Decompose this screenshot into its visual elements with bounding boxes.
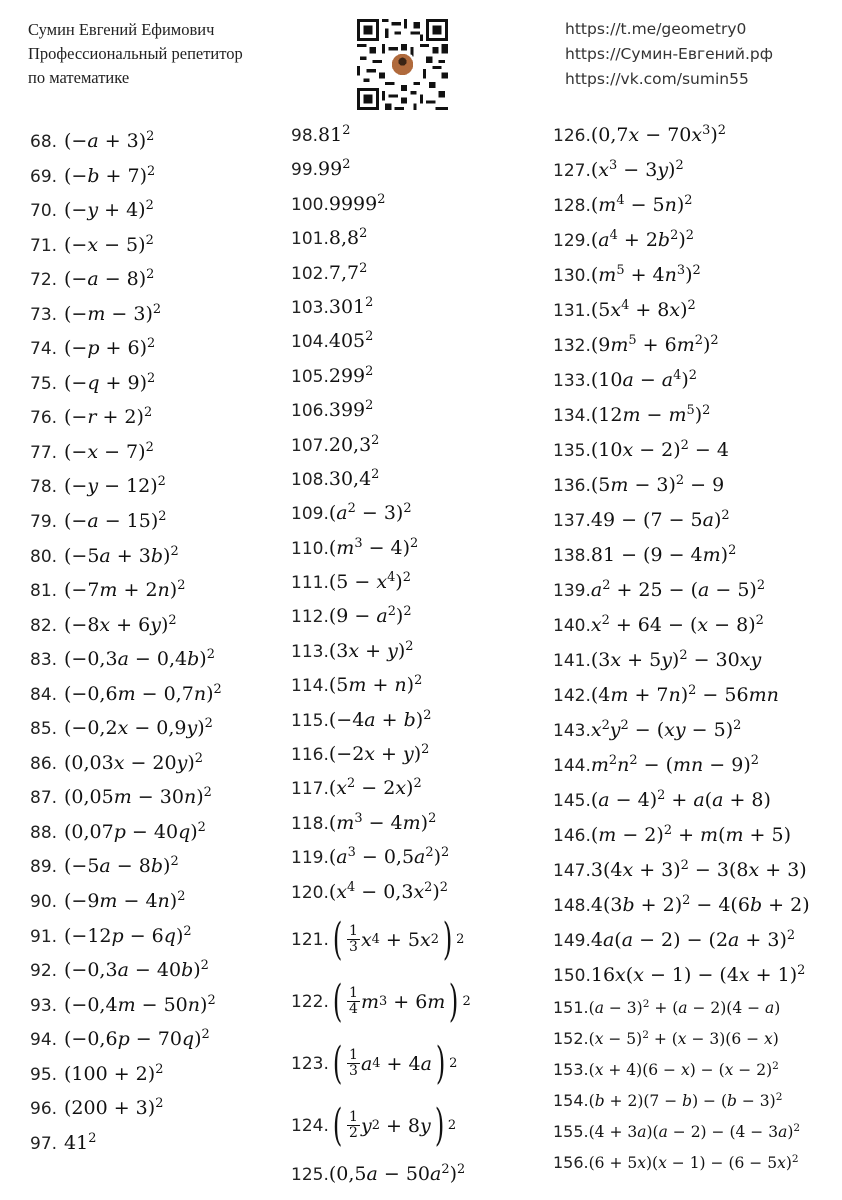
exercise-83-expression: $(-0,3a - 0,4b)^2$ [64, 647, 215, 671]
exercise-150-expression: $16x(x - 1) - (4x + 1)^2$ [590, 962, 806, 986]
exercise-89-expression: $(-5a - 8b)^2$ [64, 854, 179, 878]
author-title: Профессиональный репетитор [28, 44, 243, 63]
exercise-105: 105. $299^2$ [291, 359, 551, 393]
exercise-117-expression: $(x^2 - 2x)^2$ [328, 776, 422, 800]
exercise-131: 131. $(5x^4 + 8x)^2$ [553, 293, 838, 328]
exercise-115: 115. $(-4a + b)^2$ [291, 703, 551, 737]
exercise-87-expression: $(0,05m - 30n)^2$ [64, 785, 212, 809]
exercise-80-expression: $(-5a + 3b)^2$ [64, 543, 179, 567]
exercise-72-expression: $(-a - 8)^2$ [64, 267, 155, 291]
qr-code-icon [357, 19, 448, 110]
exercise-79: 79. $(-a - 15)^2$ [30, 504, 285, 539]
exercise-112: 112. $(9 - a^2)^2$ [291, 599, 551, 633]
exercise-98-expression: $81^2$ [318, 122, 351, 146]
links-block [565, 17, 835, 92]
exercise-107: 107. 20,3$^2$ [291, 428, 551, 462]
exercise-113-expression: $(3x + y)^2$ [328, 638, 414, 662]
exercise-121-expression: ( 1 3 x 4 + 5 x 2 ) 2 [332, 913, 465, 965]
exercise-151: 151. $(a - 3)^2 + (a - 2)(4 - a)$ [553, 993, 838, 1024]
exercise-85: 85. $(-0,2x - 0,9y)^2$ [30, 711, 285, 746]
exercise-149-expression: $4a(a - 2) - (2a + 3)^2$ [590, 927, 796, 951]
exercise-110: 110. $(m^3 - 4)^2$ [291, 531, 551, 565]
exercise-80: 80. $(-5a + 3b)^2$ [30, 539, 285, 574]
exercise-120-expression: $(x^4 - 0,3x^2)^2$ [328, 879, 449, 903]
exercise-104-expression: $405^2$ [328, 329, 374, 353]
exercise-126: 126. $(0,7x - 70x^3)^2$ [553, 118, 838, 153]
exercise-91-expression: $(-12p - 6q)^2$ [64, 923, 192, 947]
exercise-98: 98. $81^2$ [291, 118, 551, 152]
exercise-134: 134. $(12m - m^5)^2$ [553, 398, 838, 433]
exercise-113: 113. $(3x + y)^2$ [291, 634, 551, 668]
exercise-139-expression: $a^2 + 25 - (a - 5)^2$ [590, 577, 766, 601]
exercise-83: 83. $(-0,3a - 0,4b)^2$ [30, 642, 285, 677]
exercise-82: 82. $(-8x + 6y)^2$ [30, 608, 285, 643]
exercise-152: 152. $(x - 5)^2 + (x - 3)(6 - x)$ [553, 1024, 838, 1055]
exercise-81: 81. $(-7m + 2n)^2$ [30, 573, 285, 608]
exercise-87: 87. $(0,05m - 30n)^2$ [30, 780, 285, 815]
author-name: Сумин Евгений Ефимович [28, 20, 215, 39]
exercise-92-expression: $(-0,3a - 40b)^2$ [64, 958, 209, 982]
exercise-132: 132. $(9m^5 + 6m^2)^2$ [553, 328, 838, 363]
exercise-156: 156. $(6 + 5x)(x - 1) - (6 - 5x)^2$ [553, 1148, 838, 1179]
exercise-133: 133. $(10a - a^4)^2$ [553, 363, 838, 398]
exercise-141: 141. $(3x + 5y)^2 - 30xy$ [553, 643, 838, 678]
exercise-75-expression: $(-q + 9)^2$ [64, 370, 156, 394]
exercise-68-expression: $(-a + 3)^2$ [64, 128, 155, 152]
exercise-154: 154. $(b + 2)(7 - b) - (b - 3)^2$ [553, 1086, 838, 1117]
exercise-147: 147. $3(4x + 3)^2 - 3(8x + 3)$ [553, 853, 838, 888]
exercise-152-expression: $(x - 5)^2 + (x - 3)(6 - x)$ [588, 1029, 779, 1048]
exercise-134-expression: $(12m - m^5)^2$ [590, 402, 711, 426]
exercise-96: 96. $(200 + 3)^2$ [30, 1091, 285, 1126]
exercise-76-expression: $(-r + 2)^2$ [64, 405, 153, 429]
exercise-74: 74. $(-p + 6)^2$ [30, 331, 285, 366]
exercise-101: 101. $8,8^2$ [291, 221, 551, 255]
exercise-138-expression: $81 - (9 - 4m)^2$ [590, 542, 737, 566]
exercise-140-expression: $x^2 + 64 - (x - 8)^2$ [590, 612, 764, 636]
exercise-136: 136. $(5m - 3)^2 - 9$ [553, 468, 838, 503]
exercise-111: 111. $(5 - x^4)^2$ [291, 565, 551, 599]
exercise-141-expression: $(3x + 5y)^2 - 30xy$ [590, 647, 762, 671]
exercise-122-expression: ( 1 4 m 3 + 6 m ) 2 [332, 975, 471, 1027]
exercise-138: 138. $81 - (9 - 4m)^2$ [553, 538, 838, 573]
exercise-132-expression: $(9m^5 + 6m^2)^2$ [590, 332, 719, 356]
exercise-114-expression: $(5m + n)^2$ [328, 673, 423, 697]
author-subject: по математике [28, 68, 130, 87]
exercise-column-1 [30, 124, 285, 1160]
exercise-115-expression: $(-4a + b)^2$ [328, 707, 432, 731]
exercise-112-expression: $(9 - a^2)^2$ [328, 604, 412, 628]
exercise-145-expression: $(a - 4)^2 + a(a + 8)$ [590, 787, 771, 811]
exercise-91: 91. $(-12p - 6q)^2$ [30, 919, 285, 954]
exercise-68: 68. $(-a + 3)^2$ [30, 124, 285, 159]
exercise-142: 142. $(4m + 7n)^2 - 56mn$ [553, 678, 838, 713]
exercise-124-expression: ( 1 2 y 2 + 8 y ) 2 [332, 1099, 457, 1151]
exercise-94: 94. $(-0,6p - 70q)^2$ [30, 1022, 285, 1057]
exercise-105-expression: $299^2$ [328, 363, 374, 387]
exercise-95-expression: $(100 + 2)^2$ [64, 1061, 164, 1085]
exercise-146-expression: $(m - 2)^2 + m(m + 5)$ [590, 822, 792, 846]
exercise-125: 125. $(0,5a - 50a^2)^2$ [291, 1157, 551, 1191]
exercise-146: 146. $(m - 2)^2 + m(m + 5)$ [553, 818, 838, 853]
exercise-118-expression: $(m^3 - 4m)^2$ [328, 810, 437, 834]
exercise-122: 122. ( 1 4 m 3 + 6 m ) 2 [291, 971, 551, 1033]
exercise-85-expression: $(-0,2x - 0,9y)^2$ [64, 716, 213, 740]
exercise-123: 123. ( 1 3 a 4 + 4 a ) 2 [291, 1033, 551, 1095]
exercise-82-expression: $(-8x + 6y)^2$ [64, 612, 177, 636]
exercise-133-expression: $(10a - a^4)^2$ [590, 367, 697, 391]
telegram-link[interactable]: https://t.me/geometry0 [565, 20, 747, 38]
exercise-86-expression: $(0,03x - 20y)^2$ [64, 750, 203, 774]
exercise-90: 90. $(-9m - 4n)^2$ [30, 884, 285, 919]
exercise-142-expression: $(4m + 7n)^2 - 56mn$ [590, 682, 779, 706]
exercise-127-expression: $(x^3 - 3y)^2$ [590, 157, 684, 181]
exercise-129-expression: $(a^4 + 2b^2)^2$ [590, 227, 694, 251]
exercise-135: 135. $(10x - 2)^2 - 4$ [553, 433, 838, 468]
exercise-107-expression: 20,3$^2$ [328, 432, 380, 456]
exercise-143-expression: $x^2y^2 - (xy - 5)^2$ [590, 717, 742, 741]
exercise-74-expression: $(-p + 6)^2$ [64, 336, 156, 360]
exercise-156-expression: $(6 + 5x)(x - 1) - (6 - 5x)^2$ [588, 1153, 799, 1172]
exercise-77-expression: $(-x - 7)^2$ [64, 439, 154, 463]
vk-link[interactable]: https://vk.com/sumin55 [565, 70, 749, 88]
exercise-95: 95. $(100 + 2)^2$ [30, 1057, 285, 1092]
exercise-column-2 [291, 118, 551, 1191]
exercise-103: 103. $301^2$ [291, 290, 551, 324]
exercise-81-expression: $(-7m + 2n)^2$ [64, 578, 186, 602]
exercise-117: 117. $(x^2 - 2x)^2$ [291, 771, 551, 805]
exercise-130: 130. $(m^5 + 4n^3)^2$ [553, 258, 838, 293]
exercise-121: 121. ( 1 3 x 4 + 5 x 2 ) 2 [291, 909, 551, 971]
exercise-123-expression: ( 1 3 a 4 + 4 a ) 2 [332, 1037, 458, 1089]
exercise-97-expression: $41^2$ [64, 1130, 97, 1154]
exercise-154-expression: $(b + 2)(7 - b) - (b - 3)^2$ [588, 1091, 783, 1110]
exercise-88: 88. $(0,07p - 40q)^2$ [30, 815, 285, 850]
exercise-129: 129. $(a^4 + 2b^2)^2$ [553, 223, 838, 258]
exercise-125-expression: $(0,5a - 50a^2)^2$ [328, 1161, 466, 1185]
exercise-120: 120. $(x^4 - 0,3x^2)^2$ [291, 875, 551, 909]
exercise-90-expression: $(-9m - 4n)^2$ [64, 888, 186, 913]
exercise-143: 143. $x^2y^2 - (xy - 5)^2$ [553, 713, 838, 748]
exercise-118: 118. $(m^3 - 4m)^2$ [291, 806, 551, 840]
exercise-108: 108. 30,4$^2$ [291, 462, 551, 496]
exercise-109-expression: $(a^2 - 3)^2$ [328, 501, 412, 525]
exercise-69: 69. $(-b + 7)^2$ [30, 159, 285, 194]
exercise-103-expression: $301^2$ [328, 294, 374, 318]
exercise-155-expression: $(4 + 3a)(a - 2) - (4 - 3a)^2$ [588, 1122, 801, 1141]
exercise-96-expression: $(200 + 3)^2$ [64, 1096, 164, 1120]
exercise-153: 153. $(x + 4)(6 - x) - (x - 2)^2$ [553, 1055, 838, 1086]
exercise-130-expression: $(m^5 + 4n^3)^2$ [590, 262, 701, 286]
author-block [28, 18, 348, 90]
exercise-93-expression: $(-0,4m - 50n)^2$ [64, 992, 216, 1016]
website-link[interactable]: https://Сумин-Евгений.рф [565, 45, 773, 63]
exercise-84: 84. $(-0,6m - 0,7n)^2$ [30, 677, 285, 712]
exercise-104: 104. $405^2$ [291, 324, 551, 358]
exercise-102: 102. $7,7^2$ [291, 256, 551, 290]
exercise-135-expression: $(10x - 2)^2 - 4$ [590, 437, 729, 461]
exercise-114: 114. $(5m + n)^2$ [291, 668, 551, 702]
exercise-144: 144. $m^2n^2 - (mn - 9)^2$ [553, 748, 838, 783]
exercise-111-expression: $(5 - x^4)^2$ [328, 569, 411, 594]
exercise-139: 139. $a^2 + 25 - (a - 5)^2$ [553, 573, 838, 608]
exercise-144-expression: $m^2n^2 - (mn - 9)^2$ [590, 752, 759, 776]
exercise-153-expression: $(x + 4)(6 - x) - (x - 2)^2$ [588, 1060, 779, 1079]
exercise-140: 140. $x^2 + 64 - (x - 8)^2$ [553, 608, 838, 643]
exercise-101-expression: $8,8^2$ [328, 226, 368, 250]
exercise-78-expression: $(-y - 12)^2$ [64, 474, 166, 498]
exercise-86: 86. $(0,03x - 20y)^2$ [30, 746, 285, 781]
exercise-70: 70. $(-y + 4)^2$ [30, 193, 285, 228]
exercise-100-expression: 9999$^2$ [328, 191, 386, 215]
exercise-column-3 [553, 118, 838, 1179]
exercise-126-expression: $(0,7x - 70x^3)^2$ [590, 122, 726, 146]
exercise-73: 73. $(-m - 3)^2$ [30, 297, 285, 332]
exercise-97: 97. $41^2$ [30, 1126, 285, 1161]
exercise-137-expression: $49 - (7 - 5a)^2$ [590, 507, 730, 531]
exercise-145: 145. $(a - 4)^2 + a(a + 8)$ [553, 783, 838, 818]
exercise-84-expression: $(-0,6m - 0,7n)^2$ [64, 681, 222, 705]
exercise-155: 155. $(4 + 3a)(a - 2) - (4 - 3a)^2$ [553, 1117, 838, 1148]
exercise-70-expression: $(-y + 4)^2$ [64, 198, 154, 222]
exercise-150: 150. $16x(x - 1) - (4x + 1)^2$ [553, 958, 838, 993]
exercise-151-expression: $(a - 3)^2 + (a - 2)(4 - a)$ [588, 998, 781, 1017]
exercise-124: 124. ( 1 2 y 2 + 8 y ) 2 [291, 1095, 551, 1157]
exercise-137: 137. $49 - (7 - 5a)^2$ [553, 503, 838, 538]
exercise-116-expression: $(-2x + y)^2$ [328, 741, 430, 766]
exercise-147-expression: $3(4x + 3)^2 - 3(8x + 3)$ [590, 857, 807, 881]
exercise-136-expression: $(5m - 3)^2 - 9$ [590, 472, 725, 496]
exercise-106-expression: $399^2$ [328, 398, 374, 422]
exercise-77: 77. $(-x - 7)^2$ [30, 435, 285, 470]
exercise-119-expression: $(a^3 - 0,5a^2)^2$ [328, 845, 450, 869]
exercise-76: 76. $(-r + 2)^2$ [30, 400, 285, 435]
exercise-78: 78. $(-y - 12)^2$ [30, 469, 285, 504]
exercise-148: 148. $4(3b + 2)^2 - 4(6b + 2)$ [553, 888, 838, 923]
exercise-106: 106. $399^2$ [291, 393, 551, 427]
exercise-93: 93. $(-0,4m - 50n)^2$ [30, 988, 285, 1023]
exercise-131-expression: $(5x^4 + 8x)^2$ [590, 297, 696, 321]
exercise-69-expression: $(-b + 7)^2$ [64, 163, 156, 187]
exercise-72: 72. $(-a - 8)^2$ [30, 262, 285, 297]
exercise-99-expression: $99^2$ [318, 157, 351, 181]
exercise-73-expression: $(-m - 3)^2$ [64, 301, 162, 325]
exercise-128-expression: $(m^4 - 5n)^2$ [590, 192, 693, 216]
exercise-148-expression: $4(3b + 2)^2 - 4(6b + 2)$ [590, 892, 810, 916]
exercise-94-expression: $(-0,6p - 70q)^2$ [64, 1027, 210, 1051]
exercise-92: 92. $(-0,3a - 40b)^2$ [30, 953, 285, 988]
exercise-75: 75. $(-q + 9)^2$ [30, 366, 285, 401]
exercise-149: 149. $4a(a - 2) - (2a + 3)^2$ [553, 923, 838, 958]
exercise-71: 71. $(-x - 5)^2$ [30, 228, 285, 263]
exercise-79-expression: $(-a - 15)^2$ [64, 508, 167, 533]
exercise-110-expression: $(m^3 - 4)^2$ [328, 535, 419, 559]
exercise-119: 119. $(a^3 - 0,5a^2)^2$ [291, 840, 551, 874]
exercise-116: 116. $(-2x + y)^2$ [291, 737, 551, 771]
exercise-100: 100. 9999$^2$ [291, 187, 551, 221]
exercise-88-expression: $(0,07p - 40q)^2$ [64, 819, 206, 843]
exercise-102-expression: $7,7^2$ [328, 260, 368, 284]
exercise-127: 127. $(x^3 - 3y)^2$ [553, 153, 838, 188]
exercise-71-expression: $(-x - 5)^2$ [64, 232, 154, 256]
exercise-108-expression: 30,4$^2$ [328, 466, 380, 490]
exercise-109: 109. $(a^2 - 3)^2$ [291, 496, 551, 530]
exercise-89: 89. $(-5a - 8b)^2$ [30, 849, 285, 884]
exercise-128: 128. $(m^4 - 5n)^2$ [553, 188, 838, 223]
exercise-99: 99. $99^2$ [291, 152, 551, 186]
